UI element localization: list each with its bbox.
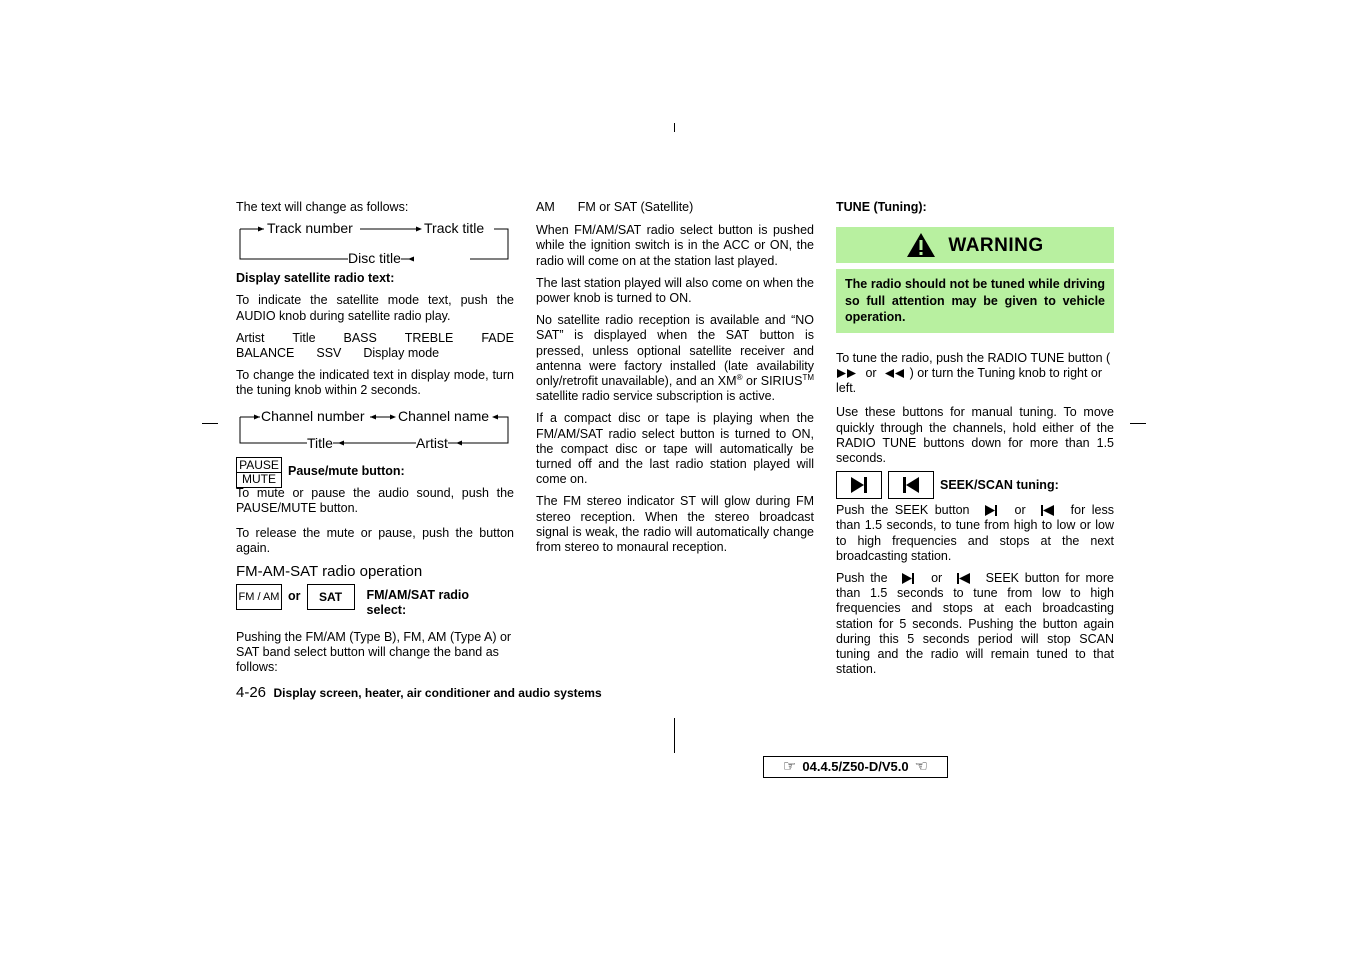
mode-fade: FADE [481,330,514,345]
tune-para [836,351,1114,397]
fm-am-btn-label: FM / AM [238,590,280,603]
seek-or-2: or [931,570,943,585]
column-middle [536,200,814,562]
no-sat-text-b: or SIRIUS [742,374,803,389]
disc-title-label: Disc title [348,250,401,267]
section-title: Display screen, heater, air conditioner and audio systems [273,686,602,700]
band-select-heading-line1: FM/AM/SAT radio [366,587,470,602]
sat-btn-label: SAT [318,589,343,604]
pointing-hand-right-icon: ☞ [782,758,797,776]
pause-para-2: To release the mute or pause, push the button again. [236,526,514,556]
rewind-icon [884,368,906,379]
mode-ssv: SSV [316,346,342,361]
stereo-indicator-para: The FM stereo indicator ST will glow during FM stereo reception. When the stereo broadcast signal is weak, the radio will automatically change from stereo to monaural reception. [536,494,814,555]
band-change-para: Pushing the FM/AM (Type B), FM, AM (Type A) or SAT band select button will change the band as follows: [236,630,512,675]
registered-mark: ® [736,372,743,382]
mode-balance: BALANCE [236,346,295,361]
last-station-para: The last station played will also come on when the power knob is turned to ON. [536,275,814,306]
mode-artist: Artist [236,330,265,345]
band-am: AM [536,200,555,214]
page-number: 4-26 [236,684,267,701]
track-number-label: Track number [267,220,353,237]
column-right [836,200,1114,684]
mode-display: Display mode [363,346,440,361]
no-sat-text-a: No satellite radio reception is available and “NO SAT” is displayed when the SAT button is pressed, unless optional satellite receiver and antenna were factory installed (late availability only/retrofit unavailable), and an XM [536,313,814,389]
band-select-heading-line2: select: [366,602,407,617]
mode-title: Title [292,330,316,345]
no-sat-text-c: satellite radio service subscription is active. [536,389,775,404]
pause-para-1: To mute or pause the audio sound, push the PAUSE/MUTE button. [236,485,514,515]
seek-up-icon [984,504,1000,517]
crop-mark-bottom [674,718,675,753]
seek-scan-heading: SEEK/SCAN tuning: [940,478,1059,493]
seek-down-icon [956,572,972,585]
mute-btn-label: MUTE [237,472,281,486]
title-label: Title [307,434,333,451]
seek-text-2b: SEEK button for more than 1.5 seconds to tune from low to high frequencies and stops at each broadcasting station for 5 seconds. Pushing the button again during this 5 seconds period will stop SCAN tuning and the radio will remain tuned to that station. [836,570,1114,677]
crop-mark-top [674,123,675,132]
band-sequence [536,200,814,215]
crop-mark-right [1130,423,1146,424]
warning-title: WARNING [948,234,1044,256]
tune-or: or [865,365,877,380]
display-sat-para: To indicate the satellite mode text, push the AUDIO knob during satellite radio play. [236,293,514,323]
seek-para-2 [836,571,1114,677]
pointing-hand-left-icon: ☜ [914,758,929,776]
manual-tuning-para: Use these buttons for manual tuning. To move quickly through the channels, hold either of the RADIO TUNE buttons down for more than 1.5 seconds. [836,405,1114,465]
artist-label: Artist [416,434,448,451]
page-footer [236,685,602,701]
tune-text-a: To tune the radio, push the RADIO TUNE button ( [836,350,1111,365]
warning-body: The radio should not be tuned while driving so full attention may be given to vehicle operation. [836,269,1114,333]
pause-btn-label: PAUSE [239,457,279,472]
trademark-mark: TM [802,372,814,382]
channel-diagram [236,407,514,451]
warning-triangle-icon [906,232,936,258]
seek-down-icon [1040,504,1056,517]
or-word: or [288,588,301,603]
sat-button-icon [307,584,355,610]
fast-forward-icon [836,368,858,379]
doc-code-box [763,756,948,778]
channel-number-label: Channel number [261,407,365,424]
band-fm-sat: FM or SAT (Satellite) [577,200,694,214]
seek-or-1: or [1014,503,1026,518]
tune-heading: TUNE (Tuning): [836,200,927,214]
doc-code: 04.4.5/Z50-D/V5.0 [802,759,909,775]
fm-am-sat-heading: FM-AM-SAT radio operation [236,563,423,581]
warning-header [836,227,1114,263]
mode-treble: TREBLE [404,330,454,345]
display-modes [236,331,514,361]
band-select-heading [367,588,470,618]
band-select-heading-row [236,584,514,618]
track-diagram [236,219,514,267]
pause-mute-heading-row [236,457,514,488]
seek-text-2a: Push the [836,570,888,585]
mode-bass: BASS [343,330,377,345]
no-sat-para [536,313,814,404]
ignition-para: When FM/AM/SAT radio select button is pushed while the ignition switch is in the ACC or ON, the radio will come on at the station last played. [536,223,814,268]
channel-name-label: Channel name [398,407,490,424]
track-title-label: Track title [424,220,485,237]
intro-text: The text will change as follows: [236,200,409,214]
pause-mute-heading: Pause/mute button: [288,463,405,478]
tune-text-b: ) or turn the Tuning knob to right or left. [836,365,1103,396]
seek-text-1b: for less than 1.5 seconds, to tune from high to low or low to high frequencies and stops at the next broadcasting station. [836,503,1114,563]
column-left [236,200,514,683]
pause-mute-button-icon [236,457,282,488]
seek-down-button-icon [888,471,934,499]
seek-up-button-icon [836,471,882,499]
seek-up-icon [901,572,917,585]
change-text-para: To change the indicated text in display mode, turn the tuning knob within 2 seconds. [236,368,514,398]
seek-text-1a: Push the SEEK button [836,503,970,518]
fm-am-button-icon [236,584,282,610]
crop-mark-left [202,423,218,424]
seek-scan-heading-row [836,471,1114,499]
seek-para-1 [836,503,1114,564]
display-sat-heading: Display satellite radio text: [236,271,395,286]
cd-tape-para: If a compact disc or tape is playing when the FM/AM/SAT radio select button is turned to ON, the compact disc or tape will automatically be turned off and the last radio station played will come on. [536,411,814,487]
